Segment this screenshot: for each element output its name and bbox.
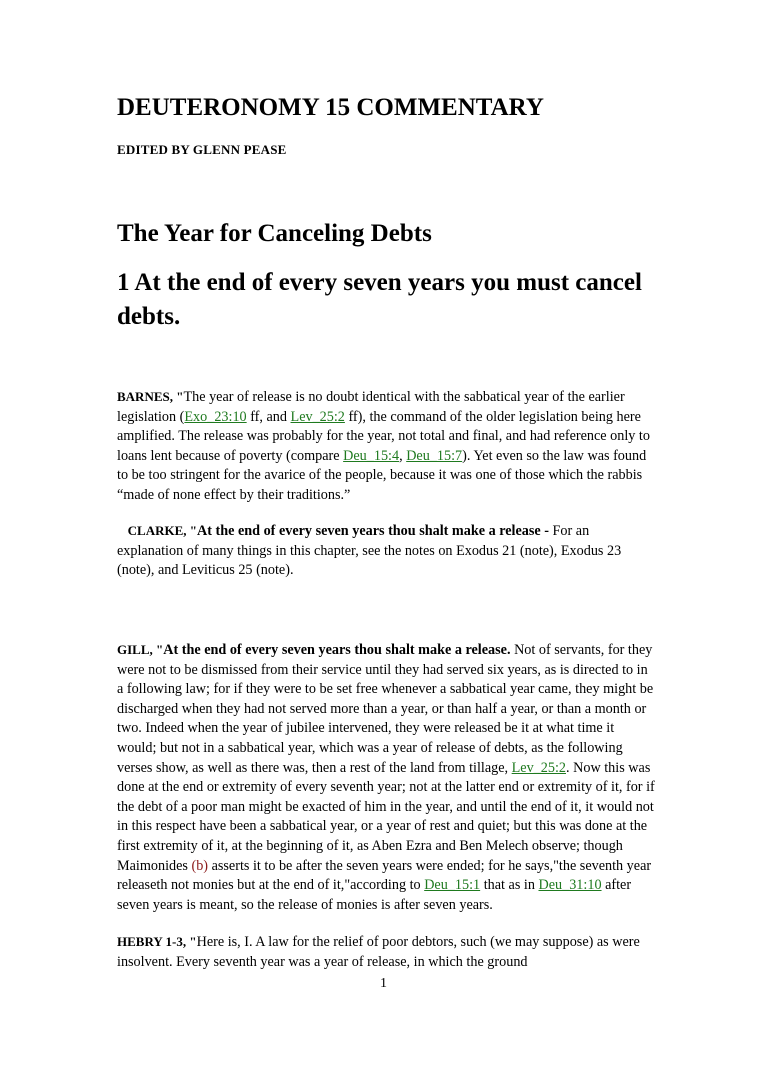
scripture-link[interactable]: Deu_15:4 [343,447,400,464]
editor-credit: EDITED BY GLENN PEASE [117,142,287,157]
commentator-label: BARNES, " [117,389,184,404]
commentary-text: Not of servants, for they were not to be dismissed from their service until they had served six years, as is directed to in a following law; for if they were to be set free whenever a sabbatical year came, they might be discharged when they had not served more than a year, or than half a year, or than a month or two. Indeed when the year of jubilee intervened, they were released be it at what time it would; but not in a sabbatical year, which was a year of release of debts, as the following verses show, as well as there was, then a rest of the land from tillage, [117,642,654,776]
commentary-text: ff), the command of the older legislation being here amplified. The release was probably for the year, not total and final, and had reference only to loans lent because of poverty (compare [117,408,650,464]
verse-quote: At the end of every seven years thou shalt make a release - [196,523,549,539]
commentary-text: after seven years is meant, so the release of monies is after seven years. [117,877,632,913]
commentary-text: . Now this was done at the end or extremity of every seventh year; not at the latter end or extremity of it, for if the debt of a poor man might be exacted of him in the year, and until the end of it, it would not in this respect have been a sabbatical year, or a year of rest and quiet; but this was done at the first extremity of it, at the beginning of it, as Aben Ezra and Ben Melech observe; though Maimonides [117,759,655,874]
commentary-text: The year of release is no doubt identical with the sabbatical year of the earlier legislation ( [117,389,625,425]
commentary-text: that as in [480,877,539,894]
page-number: 1 [380,976,387,991]
commentary-text: ff, and [246,408,291,425]
page-title: DEUTERONOMY 15 COMMENTARY [117,94,544,121]
clarke-commentary [117,521,657,581]
scripture-link[interactable]: Lev_25:2 [290,408,345,425]
commentator-label: CLARKE, " [127,523,197,538]
scripture-link[interactable]: Deu_15:7 [406,447,463,464]
commentary-text: asserts it to be after the seven years were ended; for he says,"the seventh year releaseth not monies but at the end of it,"according to [117,857,652,894]
commentator-label: GILL, " [117,642,164,657]
commentary-text: For an explanation of many things in this chapter, see the notes on Exodus 21 (note), Exodus 23 (note), and Leviticus 25 (note). [117,523,622,579]
scripture-link[interactable]: Exo_23:10 [184,408,247,425]
gill-commentary [117,640,657,915]
verse-quote: At the end of every seven years thou shalt make a release. [163,642,511,658]
henry-commentary [117,932,657,972]
scripture-link[interactable]: Lev_25:2 [511,759,567,776]
commentator-label: HEBRY 1-3, " [117,934,197,949]
verse-heading: 1 At the end of every seven years you must cancel debts. [117,269,642,330]
scripture-link[interactable]: Deu_15:1 [424,877,481,894]
barnes-commentary [117,387,657,506]
commentary-text: , [399,447,407,464]
scripture-link[interactable]: Deu_31:10 [538,877,602,894]
section-heading: The Year for Canceling Debts [117,220,432,247]
commentary-text: Here is, I. A law for the relief of poor debtors, such (we may suppose) as were insolvent. Every seventh year was a year of release, in which the ground [117,934,640,970]
commentary-text: ). Yet even so the law was found to be too stringent for the avarice of the people, because it was one of those which the rabbis “made of none effect by their traditions.” [117,447,647,503]
footnote-ref[interactable]: (b) [191,857,209,874]
